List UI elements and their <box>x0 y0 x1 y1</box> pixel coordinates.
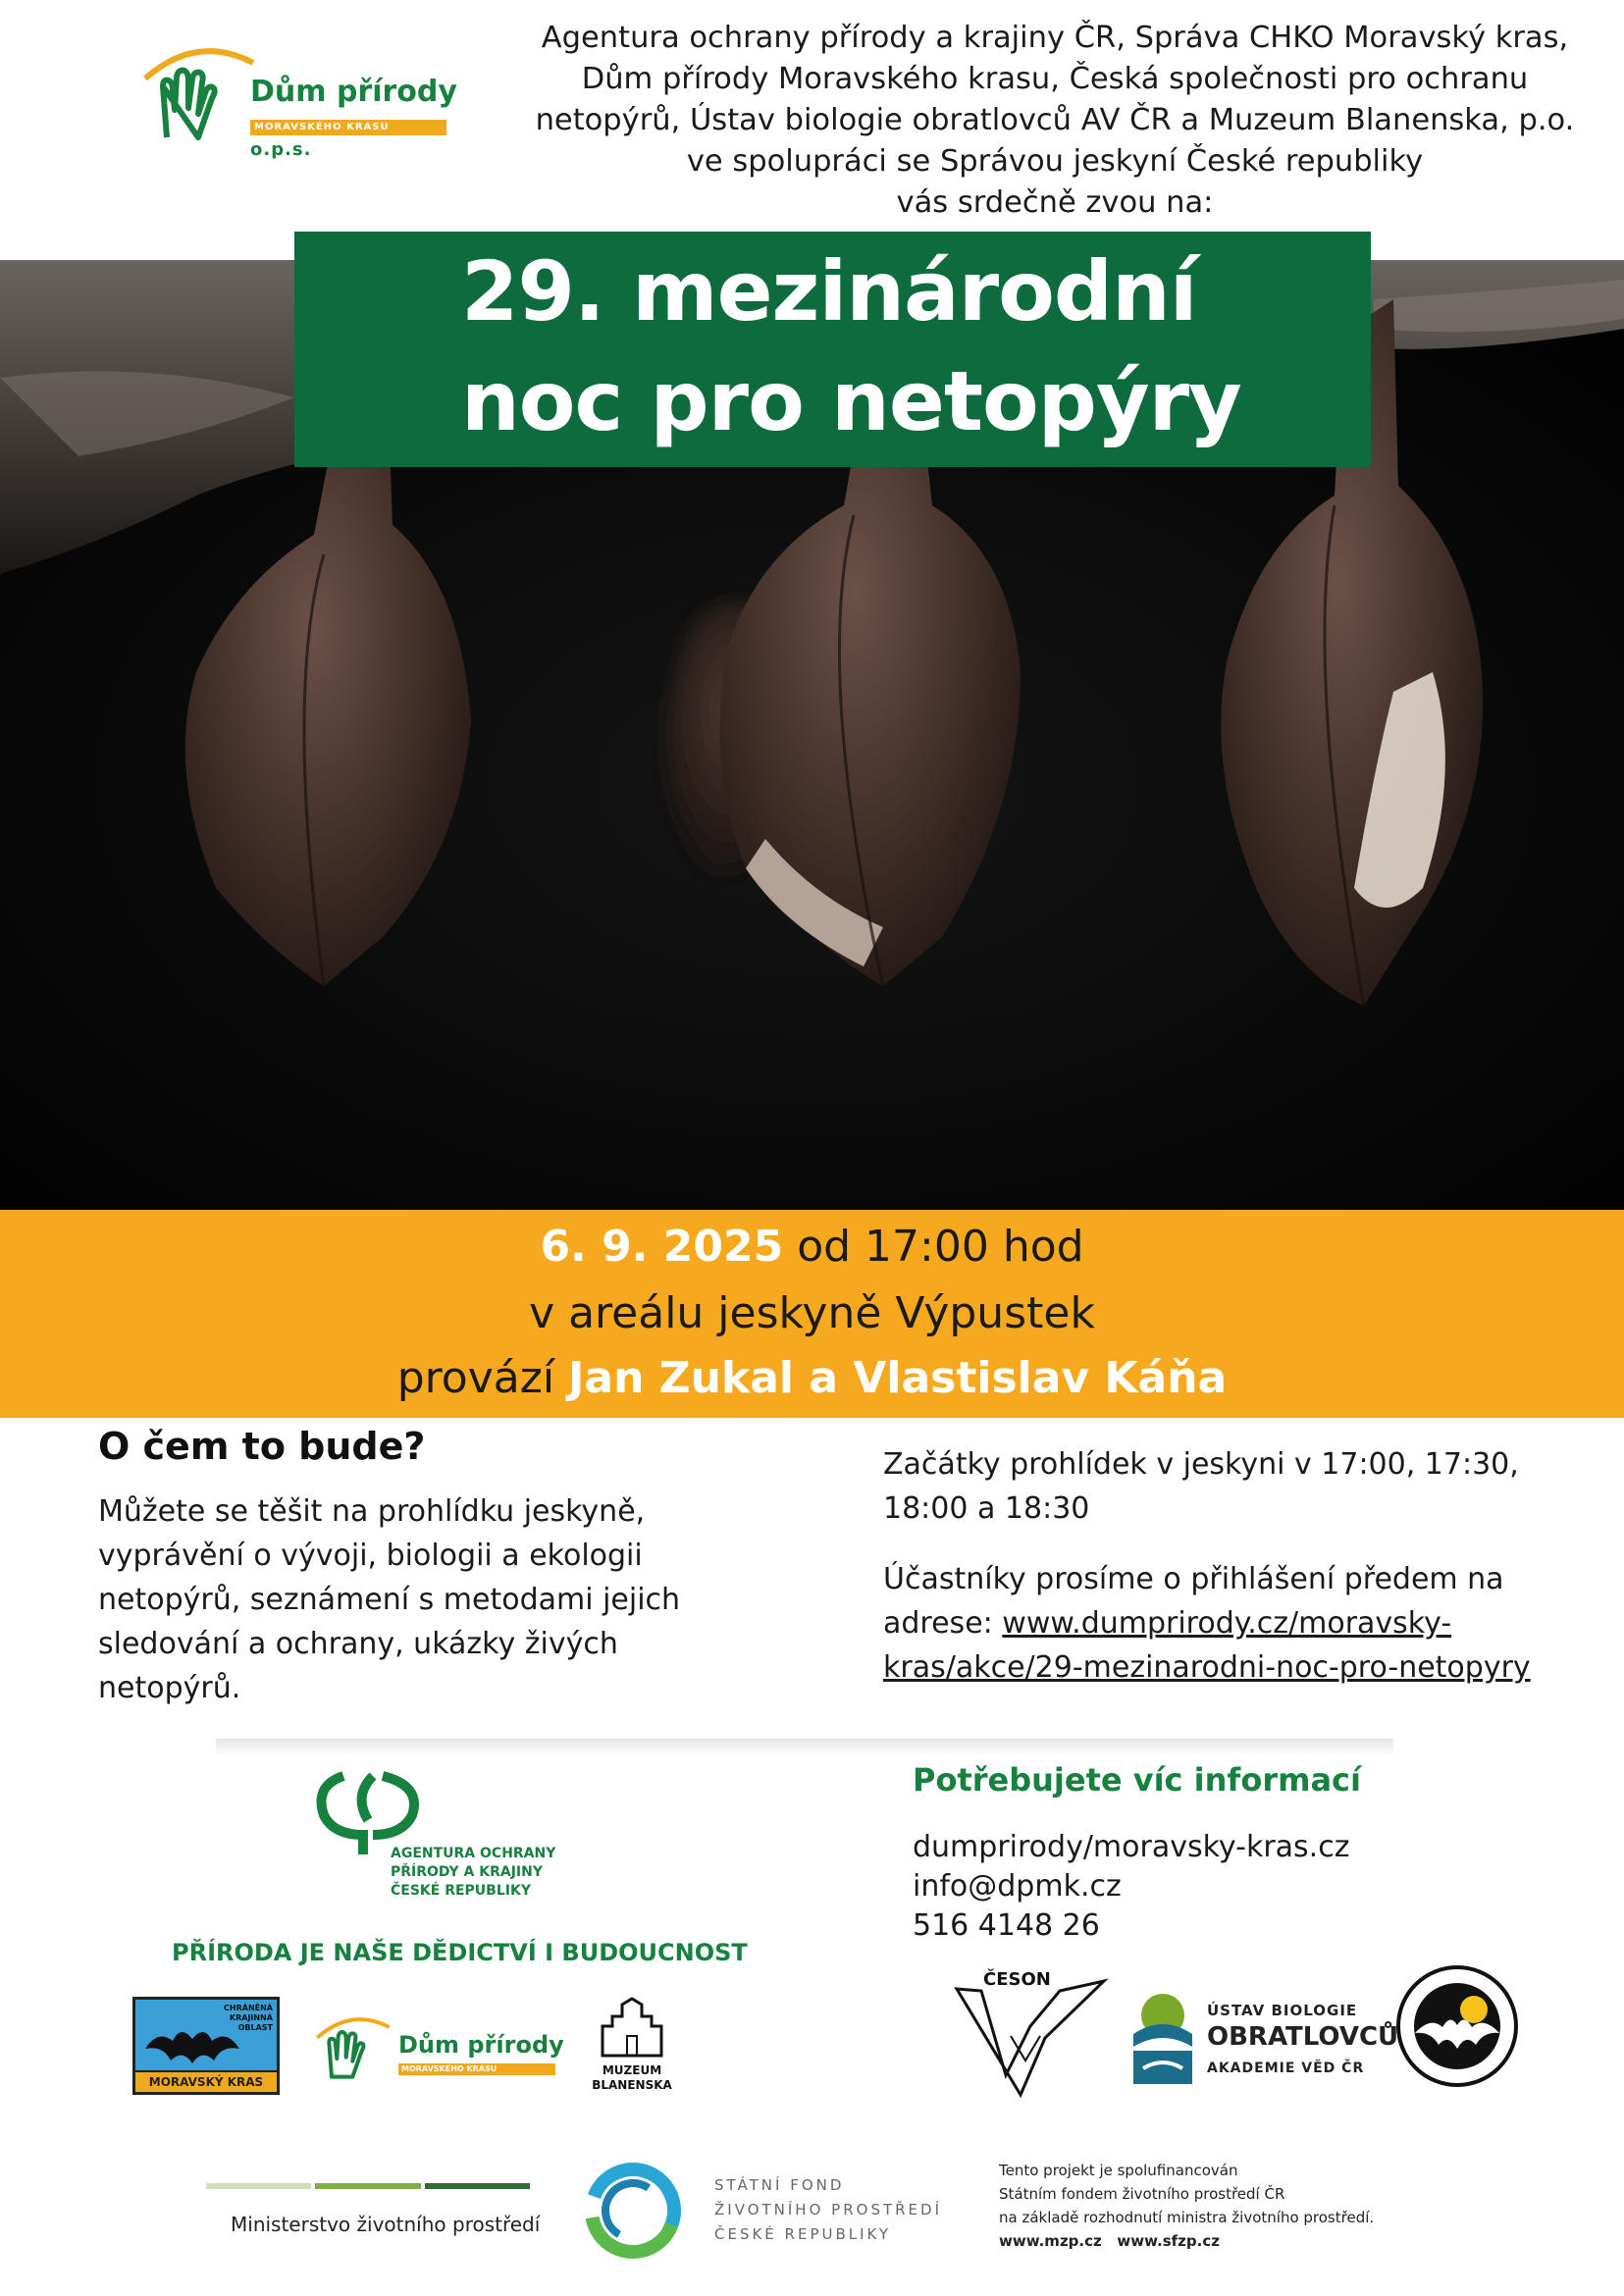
organizers-text <box>505 18 1604 224</box>
dum-prirody-logo-small <box>312 2011 567 2090</box>
sfzp-name <box>714 2173 942 2247</box>
event-guides-row <box>0 1353 1624 1403</box>
muzeum-line: MUZEUM <box>602 2063 662 2077</box>
about-line: netopýrů. <box>98 1671 241 1705</box>
contact-phone: 516 4148 26 <box>913 1908 1100 1943</box>
aopk-logo <box>314 1766 608 1913</box>
registration-prefix: adrese: <box>883 1606 1003 1641</box>
sfzp-line: STÁTNÍ FOND <box>714 2176 845 2194</box>
tour-times-line: Začátky prohlídek v jeskyni v 17:00, 17:30, <box>883 1447 1519 1482</box>
sfzp-web[interactable]: www.sfzp.cz <box>1117 2232 1220 2250</box>
organizers-line: Dům přírody Moravského krasu, Česká společnosti pro ochranu <box>581 62 1529 96</box>
dp-name: Dům přírody <box>398 2031 564 2059</box>
event-date-row <box>0 1222 1624 1272</box>
event-place: v areálu jeskyně Výpustek <box>529 1288 1095 1338</box>
chko-line: KRAJINNÁ <box>229 2013 273 2022</box>
registration-line: Účastníky prosíme o přihlášení předem na <box>883 1562 1504 1596</box>
guides-prefix: provází <box>396 1353 569 1403</box>
fish-leaf-icon <box>1128 1990 1197 2088</box>
mzp-logo <box>206 2183 541 2242</box>
organizers-line: vás srdečně zvou na: <box>896 185 1214 220</box>
chko-line: CHRÁNĚNÁ <box>224 2004 273 2012</box>
ubo-logo <box>1128 1990 1399 2088</box>
chko-line: OBLAST <box>237 2023 273 2032</box>
muzeum-blanenska-logo <box>583 1997 701 2095</box>
logo-subtitle: MORAVSKÉHO KRASU <box>250 120 446 135</box>
event-time: od 17:00 hod <box>783 1222 1084 1272</box>
registration-link[interactable]: www.dumprirody.cz/moravsky- <box>1002 1606 1452 1641</box>
contact-web[interactable]: dumprirody/moravsky-kras.cz <box>913 1830 1350 1864</box>
event-guides: Jan Zukal a Vlastislav Káňa <box>568 1353 1228 1403</box>
dp-subtitle: MORAVSKÉHO KRASU <box>398 2063 555 2075</box>
tour-times <box>883 1442 1590 1531</box>
about-text <box>98 1489 746 1710</box>
tour-times-line: 18:00 a 18:30 <box>883 1491 1090 1526</box>
ubo-line1: ÚSTAV BIOLOGIE <box>1207 2002 1358 2019</box>
chko-name: MORAVSKÝ KRAS <box>135 2070 277 2092</box>
registration-text <box>883 1557 1590 1690</box>
leaf-bird-icon <box>314 1766 432 1854</box>
mzp-bars <box>206 2183 530 2189</box>
logo-ops: o.p.s. <box>250 139 312 160</box>
organizers-line: Agentura ochrany přírody a krajiny ČR, Správa CHKO Moravský kras, <box>541 21 1569 55</box>
hand-leaf-icon <box>312 2011 391 2090</box>
event-details-band <box>0 1210 1624 1418</box>
ubo-line2: OBRATLOVCŮ <box>1207 2022 1399 2052</box>
sfzp-ring-icon <box>584 2157 682 2265</box>
sfzp-line: ŽIVOTNÍHO PROSTŘEDÍ <box>714 2201 942 2218</box>
about-line: vyprávění o vývoji, biologii a ekologii <box>98 1539 643 1573</box>
aopk-line: PŘÍRODY A KRAJINY <box>391 1864 543 1880</box>
aopk-name <box>391 1845 555 1901</box>
funding-line: na základě rozhodnutí ministra životního prostředí. <box>999 2209 1375 2226</box>
event-title-line2: noc pro netopýry <box>461 353 1241 449</box>
muzeum-line: BLANENSKA <box>592 2078 672 2092</box>
event-title-box <box>294 232 1371 467</box>
aopk-motto: PŘÍRODA JE NAŠE DĚDICTVÍ I BUDOUCNOST <box>172 1939 748 1966</box>
event-title-line1: 29. mezinárodní <box>461 243 1197 339</box>
about-line: netopýrů, seznámení s metodami jejich <box>98 1583 681 1617</box>
organizers-line: netopýrů, Ústav biologie obratlovců AV ČR a Muzeum Blanenska, p.o. <box>535 103 1575 137</box>
ceson-name: ČESON <box>983 1969 1051 1990</box>
logo-name: Dům přírody <box>250 75 457 109</box>
organizers-line: ve spolupráci se Správou jeskyní České republiky <box>686 144 1424 179</box>
info-heading: Potřebujete víc informací <box>913 1761 1361 1799</box>
ubo-line3: AKADEMIE VĚD ČR <box>1207 2061 1365 2076</box>
dum-prirody-logo <box>137 39 461 167</box>
bat-icon <box>143 2019 241 2073</box>
funding-note <box>999 2159 1374 2253</box>
sfzp-line: ČESKÉ REPUBLIKY <box>714 2225 892 2243</box>
about-line: sledování a ochrany, ukázky živých <box>98 1627 618 1661</box>
muzeum-name <box>583 2063 681 2093</box>
header <box>0 0 1624 260</box>
funding-line: Tento projekt je spolufinancován <box>999 2162 1238 2179</box>
about-heading: O čem to bude? <box>98 1425 426 1468</box>
sprava-jeskyni-logo <box>1393 1962 1521 2090</box>
hand-leaf-icon <box>137 39 255 157</box>
aopk-line: ČESKÉ REPUBLIKY <box>391 1883 531 1899</box>
castle-icon <box>583 1997 681 2061</box>
ceson-logo <box>952 1967 1109 2105</box>
section-divider <box>216 1739 1393 1756</box>
contact-email[interactable]: info@dpmk.cz <box>913 1869 1122 1904</box>
about-line: Můžete se těšit na prohlídku jeskyně, <box>98 1494 646 1529</box>
mzp-name: Ministerstvo životního prostředí <box>231 2213 541 2236</box>
mzp-web[interactable]: www.mzp.cz <box>999 2232 1102 2250</box>
registration-link-cont[interactable]: kras/akce/29-mezinarodni-noc-pro-netopyry <box>883 1650 1531 1685</box>
chko-moravsky-kras-logo <box>132 1997 280 2095</box>
bat-moon-icon <box>1393 1962 1521 2090</box>
contact-list <box>913 1828 1349 1946</box>
aopk-line: AGENTURA OCHRANY <box>391 1846 556 1861</box>
event-date: 6. 9. 2025 <box>540 1222 784 1272</box>
funding-line: Státním fondem životního prostředí ČR <box>999 2185 1285 2203</box>
